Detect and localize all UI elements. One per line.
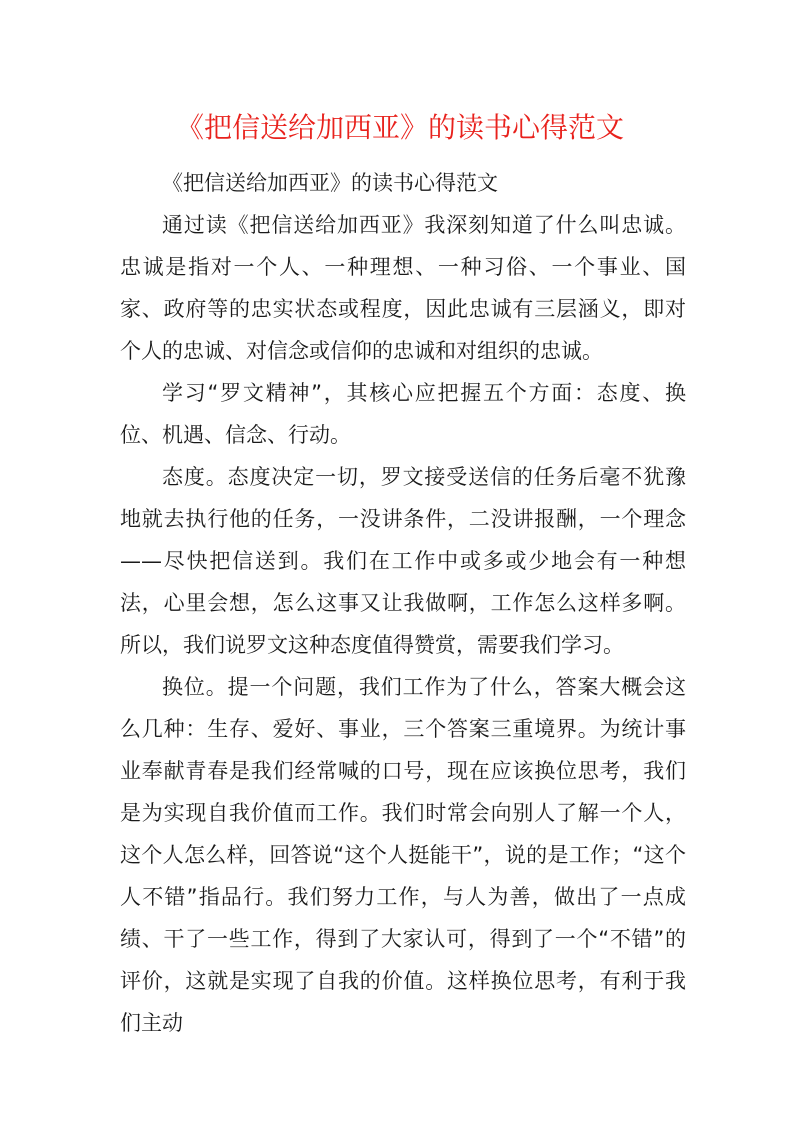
paragraph-five-aspects: 学习“罗文精神”，其核心应把握五个方面：态度、换位、机遇、信念、行动。 [120, 381, 686, 447]
paragraph-attitude: 态度。态度决定一切，罗文接受送信的任务后毫不犹豫地就去执行他的任务，一没讲条件，二没讲报酬，一个理念——尽快把信送到。我们在工作中或多或少地会有一种想法，心里会想，怎么这事又让我做啊，工作怎么这样多啊。所以，我们说罗文这种态度值得赞赏，需要我们学习。 [120, 465, 686, 657]
paragraph-perspective: 换位。提一个问题，我们工作为了什么，答案大概会这么几种：生存、爱好、事业，三个答案三重境界。为统计事业奉献青春是我们经常喊的口号，现在应该换位思考，我们是为实现自我价值而工作。我们时常会向别人了解一个人，这个人怎么样，回答说“这个人挺能干”，说的是工作；“这个人不错”指品行。我们努力工作，与人为善，做出了一点成绩、干了一些工作，得到了大家认可，得到了一个“不错”的评价，这就是实现了自我的价值。这样换位思考，有利于我们主动 [120, 675, 686, 1035]
document-title: 《把信送给加西亚》的读书心得范文 [175, 111, 624, 144]
paragraph-loyalty: 通过读《把信送给加西亚》我深刻知道了什么叫忠诚。忠诚是指对一个人、一种理想、一种习俗、一个事业、国家、政府等的忠实状态或程度，因此忠诚有三层涵义，即对个人的忠诚、对信念或信仰的忠诚和对组织的忠诚。 [120, 213, 686, 363]
paragraph-subtitle: 《把信送给加西亚》的读书心得范文 [162, 171, 498, 195]
document-body [120, 162, 686, 1044]
